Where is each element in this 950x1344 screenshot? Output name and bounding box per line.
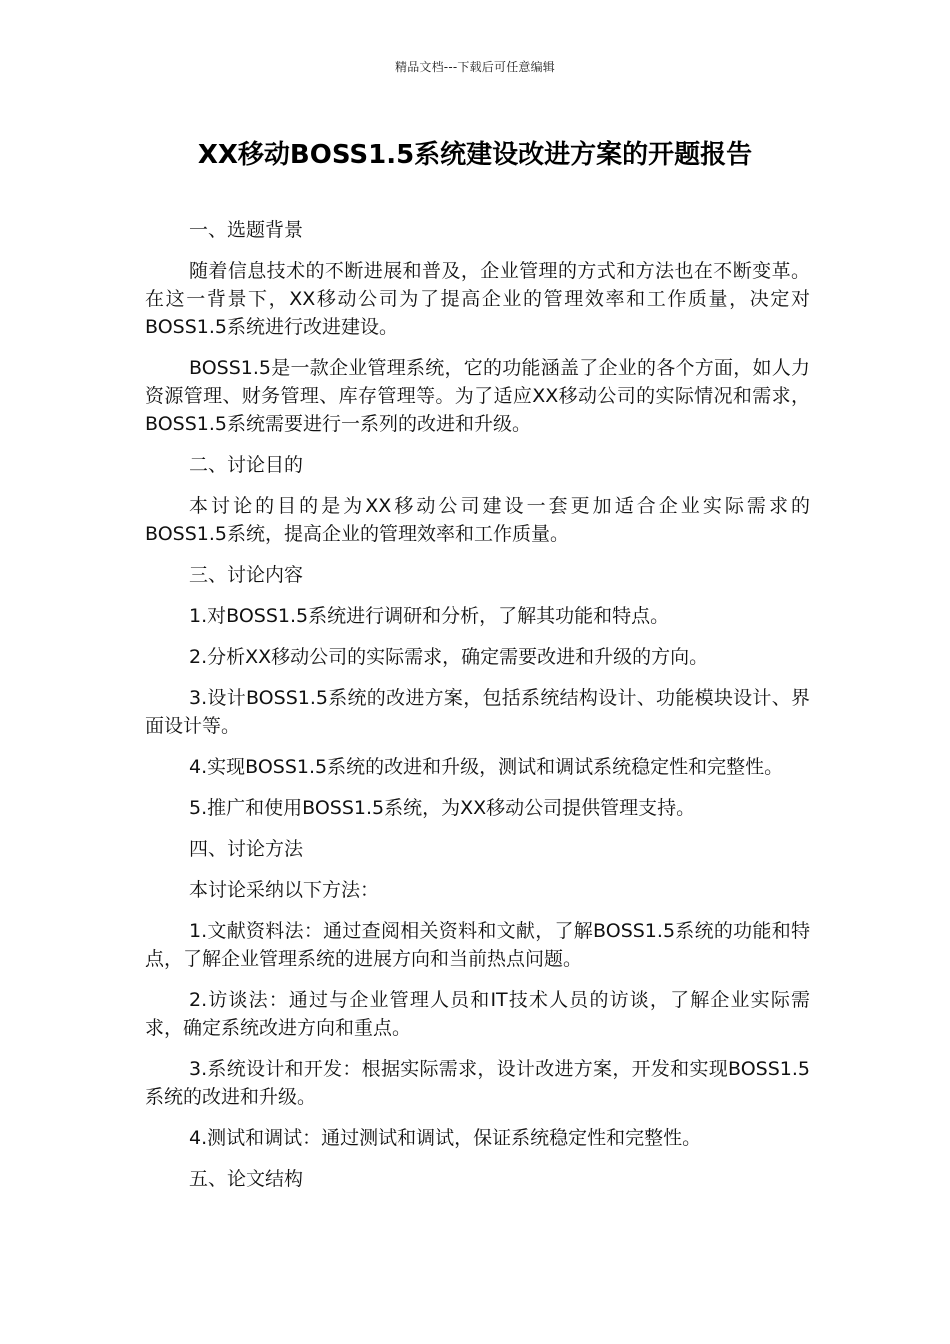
list-item: 3.设计BOSS1.5系统的改进方案，包括系统结构设计、功能模块设计、界面设计等。 <box>145 687 810 737</box>
section-heading-purpose: 二、讨论目的 <box>189 454 304 476</box>
section-heading-structure: 五、论文结构 <box>189 1168 304 1190</box>
section-heading-content: 三、讨论内容 <box>189 564 304 586</box>
document-title: XX移动BOSS1.5系统建设改进方案的开题报告 <box>197 140 753 170</box>
paragraph: 本讨论采纳以下方法： <box>189 879 380 901</box>
document-body <box>145 216 810 1206</box>
list-item: 5.推广和使用BOSS1.5系统，为XX移动公司提供管理支持。 <box>189 797 696 819</box>
list-item: 3.系统设计和开发：根据实际需求，设计改进方案，开发和实现BOSS1.5系统的改进和升级。 <box>145 1058 810 1108</box>
list-item: 4.实现BOSS1.5系统的改进和升级，测试和调试系统稳定性和完整性。 <box>189 756 784 778</box>
list-item: 4.测试和调试：通过测试和调试，保证系统稳定性和完整性。 <box>189 1127 702 1149</box>
paragraph: BOSS1.5是一款企业管理系统，它的功能涵盖了企业的各个方面，如人力资源管理、财务管理、库存管理等。为了适应XX移动公司的实际情况和需求，BOSS1.5系统需要进行一系列的改进和升级。 <box>145 357 810 435</box>
header-note: 精品文档---下载后可任意编辑 <box>395 60 555 74</box>
list-item: 1.对BOSS1.5系统进行调研和分析，了解其功能和特点。 <box>189 605 670 627</box>
list-item: 2.分析XX移动公司的实际需求，确定需要改进和升级的方向。 <box>189 646 709 668</box>
section-heading-background: 一、选题背景 <box>189 219 304 241</box>
list-item: 1.文献资料法：通过查阅相关资料和文献，了解BOSS1.5系统的功能和特点，了解企业管理系统的进展方向和当前热点问题。 <box>145 920 810 970</box>
paragraph: 随着信息技术的不断进展和普及，企业管理的方式和方法也在不断变革。在这一背景下，XX移动公司为了提高企业的管理效率和工作质量，决定对BOSS1.5系统进行改进建设。 <box>145 260 810 338</box>
list-item: 2.访谈法：通过与企业管理人员和IT技术人员的访谈，了解企业实际需求，确定系统改进方向和重点。 <box>145 989 810 1039</box>
section-heading-methods: 四、讨论方法 <box>189 838 304 860</box>
paragraph: 本讨论的目的是为XX移动公司建设一套更加适合企业实际需求的BOSS1.5系统，提高企业的管理效率和工作质量。 <box>145 495 810 545</box>
